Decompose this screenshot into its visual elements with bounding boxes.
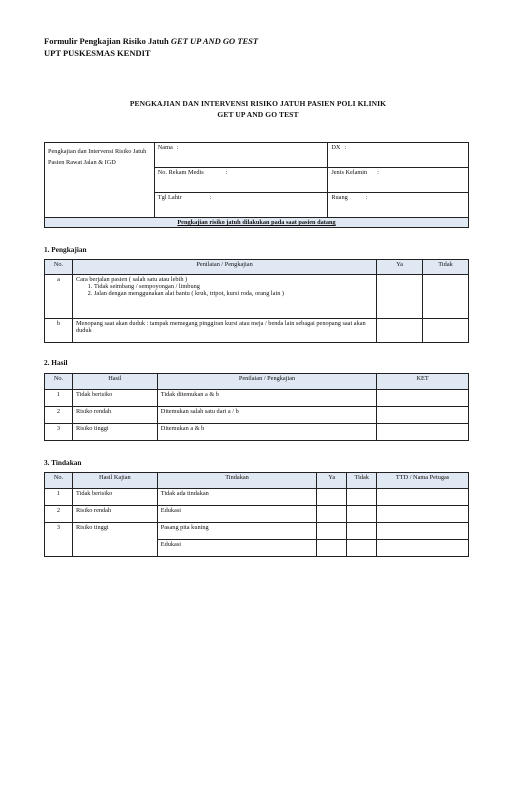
action-row-4-ya[interactable]: [317, 540, 347, 557]
action-row-3-ya[interactable]: [317, 523, 347, 540]
tgl-label: Tgl Lahir: [157, 194, 182, 201]
result-row-3-no: 3: [45, 424, 73, 441]
col-no: No.: [45, 374, 73, 390]
row-a-item-2: 2. Jalan dengan menggunakan alat bantu ( kruk, tripot, kursi roda, orang lain ): [94, 290, 373, 297]
result-row-2-hasil: Risiko rendah: [72, 407, 157, 424]
result-row-1-hasil: Tidak berisiko: [72, 390, 157, 407]
action-table: [44, 472, 469, 557]
row-b-no: b: [45, 319, 73, 343]
doc-title-line1: PENGKAJIAN DAN INTERVENSI RISIKO JATUH PASIEN POLI KLINIK: [129, 99, 387, 108]
section3-title: 3. Tindakan: [44, 458, 82, 467]
result-row-2-penilaian: Ditemukan salah satu dari a / b: [157, 407, 376, 424]
col-tindakan: Tindakan: [157, 473, 317, 489]
action-row-1-no: 1: [45, 489, 73, 506]
ruang-colon: :: [365, 194, 368, 201]
nama-field[interactable]: [154, 143, 328, 168]
result-row-3-ket[interactable]: [377, 424, 469, 441]
ruang-label: Ruang: [331, 194, 348, 201]
result-row-3-hasil: Risiko tinggi: [72, 424, 157, 441]
col-no: No.: [45, 260, 73, 275]
nama-colon: :: [176, 144, 179, 151]
result-row-1-no: 1: [45, 390, 73, 407]
nama-label: Nama: [157, 144, 173, 151]
dx-label: DX: [331, 144, 341, 151]
action-row-2-hasil: Risiko rendah: [72, 506, 157, 523]
row-b-text: Menopang saat akan duduk : tampak memegang pinggiran kursi atau meja / benda lain sebagai penopang saat akan duduk: [72, 319, 376, 343]
action-row-4-ttd[interactable]: [377, 540, 469, 557]
col-penilaian: Penilaian / Pengkajian: [72, 260, 376, 275]
section2-title: 2. Hasil: [44, 358, 68, 367]
action-row-1-tidak[interactable]: [347, 489, 377, 506]
dx-field[interactable]: [328, 143, 469, 168]
row-b-ya-cell[interactable]: [377, 319, 423, 343]
action-row-4-tidak[interactable]: [347, 540, 377, 557]
col-ket: KET: [377, 374, 469, 390]
result-row-1-ket[interactable]: [377, 390, 469, 407]
col-tidak: Tidak: [423, 260, 469, 275]
jk-field[interactable]: [328, 168, 469, 193]
action-row-1-ya[interactable]: [317, 489, 347, 506]
section1-title: 1. Pengkajian: [44, 245, 87, 254]
col-tidak: Tidak: [347, 473, 377, 489]
result-row-3-penilaian: Ditemukan a & b: [157, 424, 376, 441]
result-table: [44, 373, 469, 441]
action-row-3-ttd[interactable]: [377, 523, 469, 540]
jk-label: Jenis Kelamin: [331, 169, 368, 176]
action-row-2-no: 2: [45, 506, 73, 523]
action-row-2-tindakan: Edukasi: [157, 506, 317, 523]
action-row-1-hasil: Tidak berisiko: [72, 489, 157, 506]
rm-field[interactable]: [154, 168, 328, 193]
form-title-italic: GET UP AND GO TEST: [170, 36, 259, 46]
action-row-1-tindakan: Tidak ada tindakan: [157, 489, 317, 506]
result-row-1-penilaian: Tidak ditemukan a & b: [157, 390, 376, 407]
action-row-2-ya[interactable]: [317, 506, 347, 523]
facility-name: UPT PUSKESMAS KENDIT: [44, 48, 151, 58]
col-hasil-kajian: Hasil Kajian: [72, 473, 157, 489]
form-title-prefix: Formulir Pengkajian Risiko Jatuh: [44, 36, 171, 46]
form-title: [44, 36, 258, 46]
assessment-banner: Pengkajian risiko jatuh dilakukan pada saat pasien datang: [45, 218, 469, 228]
row-a-ya-cell[interactable]: [377, 275, 423, 319]
action-row-3-tindakan: Pasang pita kuning: [157, 523, 317, 540]
col-no: No.: [45, 473, 73, 489]
identity-table: [44, 142, 469, 228]
jk-colon: :: [377, 169, 379, 176]
result-row-2-ket[interactable]: [377, 407, 469, 424]
action-row-3-no: 3: [45, 523, 73, 557]
action-row-3-hasil: Risiko tinggi: [72, 523, 157, 557]
action-row-1-ttd[interactable]: [377, 489, 469, 506]
action-row-4-tindakan: Edukasi: [157, 540, 317, 557]
row-a-no: a: [45, 275, 73, 319]
action-row-3-tidak[interactable]: [347, 523, 377, 540]
col-penilaian: Penilaian / Pengkajian: [157, 374, 376, 390]
result-row-2-no: 2: [45, 407, 73, 424]
row-b-tidak-cell[interactable]: [423, 319, 469, 343]
tgl-colon: :: [209, 194, 212, 201]
tgl-field[interactable]: [154, 193, 328, 218]
row-a-text: [72, 275, 376, 319]
col-ya: Ya: [317, 473, 347, 489]
row-a-intro: Cara berjalan pasien ( salah satu atau lebih ): [75, 276, 188, 283]
ruang-field[interactable]: [328, 193, 469, 218]
rm-colon: :: [225, 169, 228, 176]
row-a-item-1: 1. Tidak seimbang / sempoyongan / limbung: [94, 283, 373, 290]
assessment-table: [44, 259, 469, 343]
col-ya: Ya: [377, 260, 423, 275]
doc-title-line2: GET UP AND GO TEST: [217, 110, 299, 119]
rm-label: No. Rekam Medis: [157, 169, 204, 176]
col-ttd: TTD / Nama Petugas: [377, 473, 469, 489]
col-hasil: Hasil: [72, 374, 157, 390]
identity-left-label: Pengkajian dan Intervensi Risiko Jatuh Pasien Rawat Jalan & IGD: [45, 143, 155, 218]
dx-colon: :: [344, 144, 347, 151]
row-a-tidak-cell[interactable]: [423, 275, 469, 319]
action-row-2-tidak[interactable]: [347, 506, 377, 523]
action-row-2-ttd[interactable]: [377, 506, 469, 523]
